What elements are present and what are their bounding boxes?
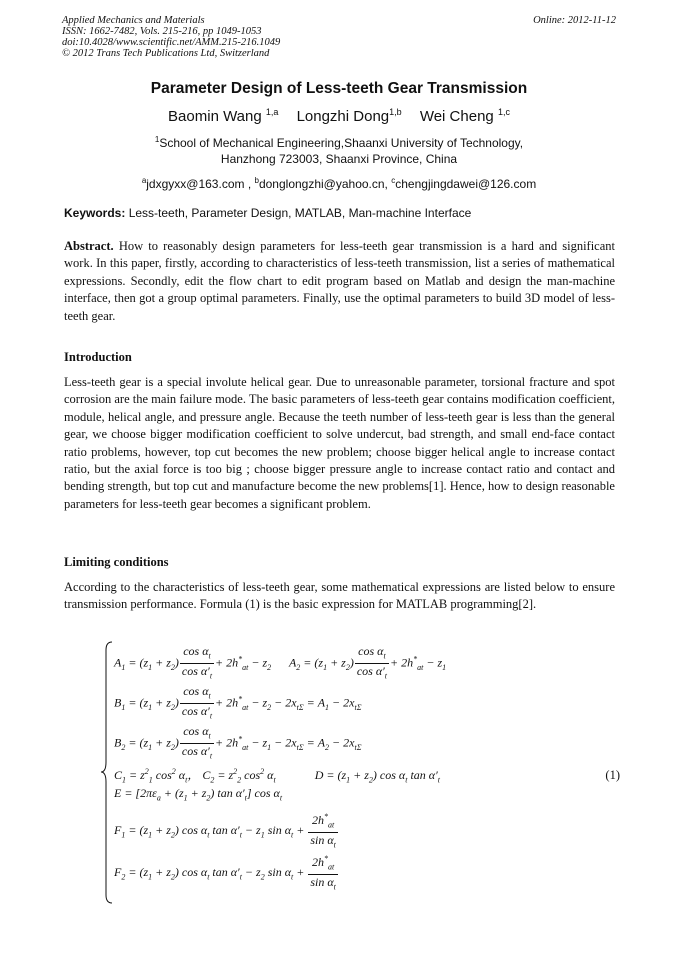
formula-1 — [100, 640, 620, 905]
introduction-paragraph: Less-teeth gear is a special involute helical gear. Due to unreasonable parameter, torsional fracture and spot corrosion are the main failure mode. The basic parameters of less-teeth gear contains modification coefficient, module, helical angle, and pressure angle. Because the teeth number of less-teeth gear is less than the general gear, we choose bigger modification coefficient to solve undercut, bad strength, and small end-face contact ratio problems, however, top cut becomes the new problem; choose bigger helical angle to increase contact ratio, but the axial force is too big ; choose bigger pressure angle to increase contact ratio and contact and bending strength, but top cut and manufacture become the new problems[1]. Hence, how to design reasonable parameters for less-teeth gear becomes a significant problem. — [64, 375, 615, 511]
limiting-heading: Limiting conditions — [64, 555, 169, 569]
journal-name: Applied Mechanics and Materials — [62, 15, 205, 26]
keywords: Keywords: Less-teeth, Parameter Design, MATLAB, Man-machine Interface — [64, 206, 472, 220]
author-3: Wei Cheng $^{1,c}$ — [419, 107, 510, 125]
eq-F2: $F_2 = (z_1 + z_2)$ $\cos \alpha_t$ $\tan \alpha'_t - z_2$ $\sin \alpha_t$ + $\frac{2h^*_{at}}{\sin \alpha_t}$ — [114, 854, 336, 892]
eq-C-D: $C_1 = z^2_1$ $\cos^2 \alpha_t$， $C_2 = z^2_2$ $\cos^2 \alpha_t$ $D = (z_1 + z_2)$ $\cos \alpha_t$ $\tan \alpha'_t$ — [114, 767, 440, 785]
doi-line: doi:10.4028/www.scientific.net/AMM.215-216.1049 — [62, 37, 281, 48]
email-line: $^a$jdxgyxx@163.com , $^b$donglongzhi@yahoo.cn, $^c$chengjingdawei@126.com — [141, 176, 537, 191]
affiliation-line-1: $^1$School of Mechanical Engineering,Shaanxi University of Technology, — [154, 135, 524, 150]
left-brace — [100, 640, 114, 905]
eq-B1: $B_1 = (z_1 + z_2)$ $\frac{\cos \alpha_t}{\cos \alpha'_t}$ + $2h^*_{at} - z_2 - 2x_{t\Sigma} = A_1 - 2x_{t\Sigma}$ — [114, 684, 362, 721]
limiting-paragraph: According to the characteristics of less-teeth gear, some mathematical expressions are listed below to ensure transmission performance. Formula (1) is the basic expression for MATLAB programming[2]. — [64, 580, 615, 612]
author-1: Baomin Wang $^{1,a}$ — [168, 107, 279, 125]
introduction-heading: Introduction — [64, 350, 132, 364]
online-date: Online: 2012-11-12 — [533, 15, 616, 26]
eq-F1: $F_1 = (z_1 + z_2)$ $\cos \alpha_t$ $\tan \alpha'_t - z_1$ $\sin \alpha_t$ + $\frac{2h^*_{at}}{\sin \alpha_t}$ — [114, 812, 336, 850]
issn-line: ISSN: 1662-7482, Vols. 215-216, pp 1049-1053 — [62, 26, 262, 37]
eq-E: $E = [2\pi\varepsilon_a + (z_1 + z_2)$ $\tan \alpha'_t$] $\cos \alpha_t$ — [114, 786, 283, 803]
eq-A1-A2: $A_1 = (z_1 + z_2)$ $\frac{\cos \alpha_t}{\cos \alpha'_t}$ + $2h^*_{at} - z_2$ $A_2 = (z_1 + z_2)$ $\frac{\cos \alpha_t}{\cos \alpha'_t}$ + $2h^*_{at} - z_1$ — [114, 644, 447, 681]
abstract-paragraph: Abstract. How to reasonably design parameters for less-teeth gear transmission is a hard and significant work. In this paper, firstly, according to characteristics of less-teeth transmission, list a series of mathematical expressions. Secondly, edit the flow chart to edit program based on Matlab and design the man-machine interface, then got a group optimal parameters. Finally, use the optimal parameters to build 3D model of less-teeth gear. — [64, 239, 616, 323]
affiliation-line-2: Hanzhong 723003, Shaanxi Province, China — [220, 152, 458, 166]
eq-B2: $B_2 = (z_1 + z_2)$ $\frac{\cos \alpha_t}{\cos \alpha'_t}$ + $2h^*_{at} - z_1 - 2x_{t\Sigma} = A_2 - 2x_{t\Sigma}$ — [114, 724, 362, 761]
author-list — [0, 107, 678, 125]
formula-number: (1) — [605, 768, 620, 782]
author-2: Longzhi Dong$^{1,b}$ — [296, 107, 402, 125]
copyright-line: © 2012 Trans Tech Publications Ltd, Switzerland — [62, 48, 270, 59]
paper-title: Parameter Design of Less-teeth Gear Transmission — [150, 80, 528, 97]
